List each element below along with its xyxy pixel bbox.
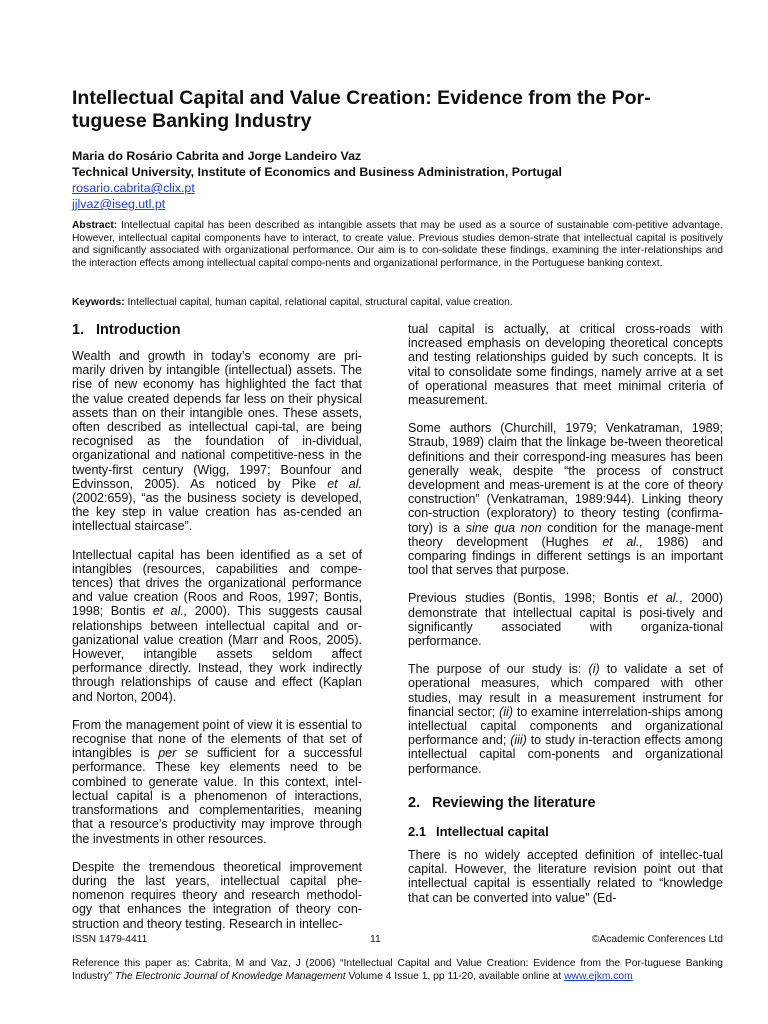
text-italic: et al. <box>327 476 362 491</box>
text-italic: et al., <box>602 534 643 549</box>
copyright: ©Academic Conferences Ltd <box>591 934 723 945</box>
right-column <box>408 322 723 919</box>
authors: Maria do Rosário Cabrita and Jorge Landeiro Vaz <box>72 149 362 163</box>
text: Some authors (Churchill, 1979; Venkatraman, 1989; Straub, 1989) claim that the linkage be-tween theoretical definitions and their correspond-ing measures has been generally weak, despite “the process of construct development and meas-urement is at the core of theory construction” (Venkatraman, 1989:944). Linking theory con-struction (exploratory) to theory testing (confirma-tory) is a <box>408 421 723 535</box>
text: 1986) and comparing findings in different settings is an important tool that serves that purpose. <box>408 534 723 578</box>
paragraph: tual capital is actually, at critical cross-roads with increased emphasis on developing theoretical concepts and testing relationships guided by such concepts. It is vital to consolidate some findings, namely arrive at a set of operational measures that meet minimal criteria of measurement. <box>408 322 723 408</box>
reference-note <box>72 958 723 983</box>
paragraph <box>72 718 362 846</box>
email-link-cabrita[interactable]: rosario.cabrita@clix.pt <box>72 181 195 195</box>
text: Intellectual capital has been identified as a set of intangibles (resources, capabilities and compe-tences) that drives the organizational performance and value creation (Roos and Roos, 1997; Bontis, 1998; Bontis <box>72 547 362 619</box>
text: 2000). This suggests causal relationships between intellectual capital and or-ganizational value creation (Marr and Roos, 2005). However, intangible assets seldom affect performance directly. Instead, they work indirectly through relationships of cause and effect (Kaplan and Norton, 2004). <box>72 604 362 704</box>
abstract-text: Intellectual capital has been described as intangible assets that may be used as a source of sustainable com-petitive advantage. However, intellectual capital components have to interact, to create value. Previous studies demon-strate that intellectual capital is positively and significantly associated with organizational performance. Our aim is to con-solidate these findings, examining the inter-relationships and the interaction effects among intellectual capital compo-nents and organizational performance, in the Portuguese banking context. <box>72 220 723 270</box>
paragraph <box>72 548 362 704</box>
text-italic: sine qua non <box>465 520 542 535</box>
text: The purpose of our study is: <box>408 662 589 677</box>
abstract <box>72 220 723 271</box>
journal-name: The Electronic Journal of Knowledge Management <box>114 970 346 982</box>
subsection-number: 2.1 <box>408 823 427 839</box>
text: Volume 4 Issue 1, pp 11-20, available online at <box>345 970 565 982</box>
text: From the management point of view it is essential to recognise that none of the elements of that set of intangibles is <box>72 717 362 761</box>
section-title: Reviewing the literature <box>432 794 596 811</box>
paragraph: Despite the tremendous theoretical improvement during the last years, intellectual capital phe-nomenon requires theory and research methodol-ogy that enhances the integration of theory con-struction and theory testing. Research in intellec- <box>72 859 362 931</box>
keywords-label: Keywords: <box>72 297 125 308</box>
abstract-label: Abstract: <box>72 220 118 231</box>
issn: ISSN 1479-4411 <box>72 934 148 945</box>
title-line-2: tuguese Banking Industry <box>72 110 312 132</box>
paragraph <box>408 421 723 577</box>
paragraph <box>72 349 362 534</box>
subsection-title: Intellectual capital <box>436 823 549 839</box>
subsection-heading-intellectual-capital <box>408 824 723 840</box>
section-number: 1. <box>72 322 85 338</box>
section-heading-literature <box>408 794 723 812</box>
text: Previous studies (Bontis, 1998; Bontis <box>408 591 647 606</box>
author-block <box>72 148 723 212</box>
email-link-vaz[interactable]: jjlvaz@iseg.utl.pt <box>72 197 166 211</box>
text-italic: (iii) <box>510 733 527 748</box>
paragraph <box>408 591 723 648</box>
text-italic: per se <box>158 746 199 761</box>
journal-website-link[interactable]: www.ejkm.com <box>564 970 633 982</box>
keywords-text: Intellectual capital, human capital, relational capital, structural capital, value creation. <box>127 297 513 308</box>
affiliation: Technical University, Institute of Economics and Business Administration, Portugal <box>72 165 562 179</box>
section-title: Introduction <box>96 322 181 338</box>
page-number: 11 <box>370 934 381 945</box>
text: to examine interrelation-ships among intellectual capital components and organizational performance and; <box>408 704 723 748</box>
paragraph <box>408 662 723 776</box>
keywords <box>72 296 723 309</box>
text: condition for the manage-ment theory development (Hughes <box>408 520 723 549</box>
text: Reference this paper as: Cabrita, M and Vaz, J (2006) “Intellectual Capital and Value Creation: Evidence from the Por-tuguese Banking Industry” <box>72 958 723 982</box>
section-heading-introduction <box>72 321 362 339</box>
title-line-1: Intellectual Capital and Value Creation: Evidence from the Por- <box>72 87 651 109</box>
text-italic: et al., <box>152 604 188 619</box>
text: (2002:659), “as the business society is developed, the key step in value creation has as-cended an intellectual staircase”. <box>72 491 362 534</box>
text: sufficient for a successful performance. These key elements need to be combined to generate value. In this context, intel-lectual capital is a phenomenon of interactions, transformations and complementarities, meaning that a resource’s productivity may improve through the investments in other resources. <box>72 746 362 846</box>
text-italic: et al. <box>646 591 680 606</box>
text: to validate a set of operational measures, which compared with other studies, may result in a measurement instrument for financial sector; <box>408 662 723 719</box>
section-number: 2. <box>408 794 421 811</box>
left-column <box>72 321 362 945</box>
text-italic: (ii) <box>499 704 513 719</box>
paper-title <box>72 87 723 133</box>
text: Wealth and growth in today’s economy are pri-marily driven by intangible (intellectual) assets. The rise of new economy has highlighted the fact that the value created depends far less on their physical assets than on their intangible ones. These assets, often described as intellectual capi-tal, are being recognised as the foundation of in-dividual, organizational and national competitive-ness in the twenty-first century (Wigg, 1997; Bounfour and Edvinsson, 2005). As noticed by Pike <box>72 349 362 491</box>
paragraph: There is no widely accepted definition of intellec-tual capital. However, the literature revision point out that intellectual capital is essentially related to “knowledge that can be converted into value” (Ed- <box>408 847 723 905</box>
text: , 2000) demonstrate that intellectual capital is posi-tively and significantly associated with organiza-tional performance. <box>408 591 723 649</box>
text-italic: (i) <box>588 662 600 677</box>
text: to study in-teraction effects among intellectual capital com-ponents and organizational performance. <box>408 733 723 776</box>
